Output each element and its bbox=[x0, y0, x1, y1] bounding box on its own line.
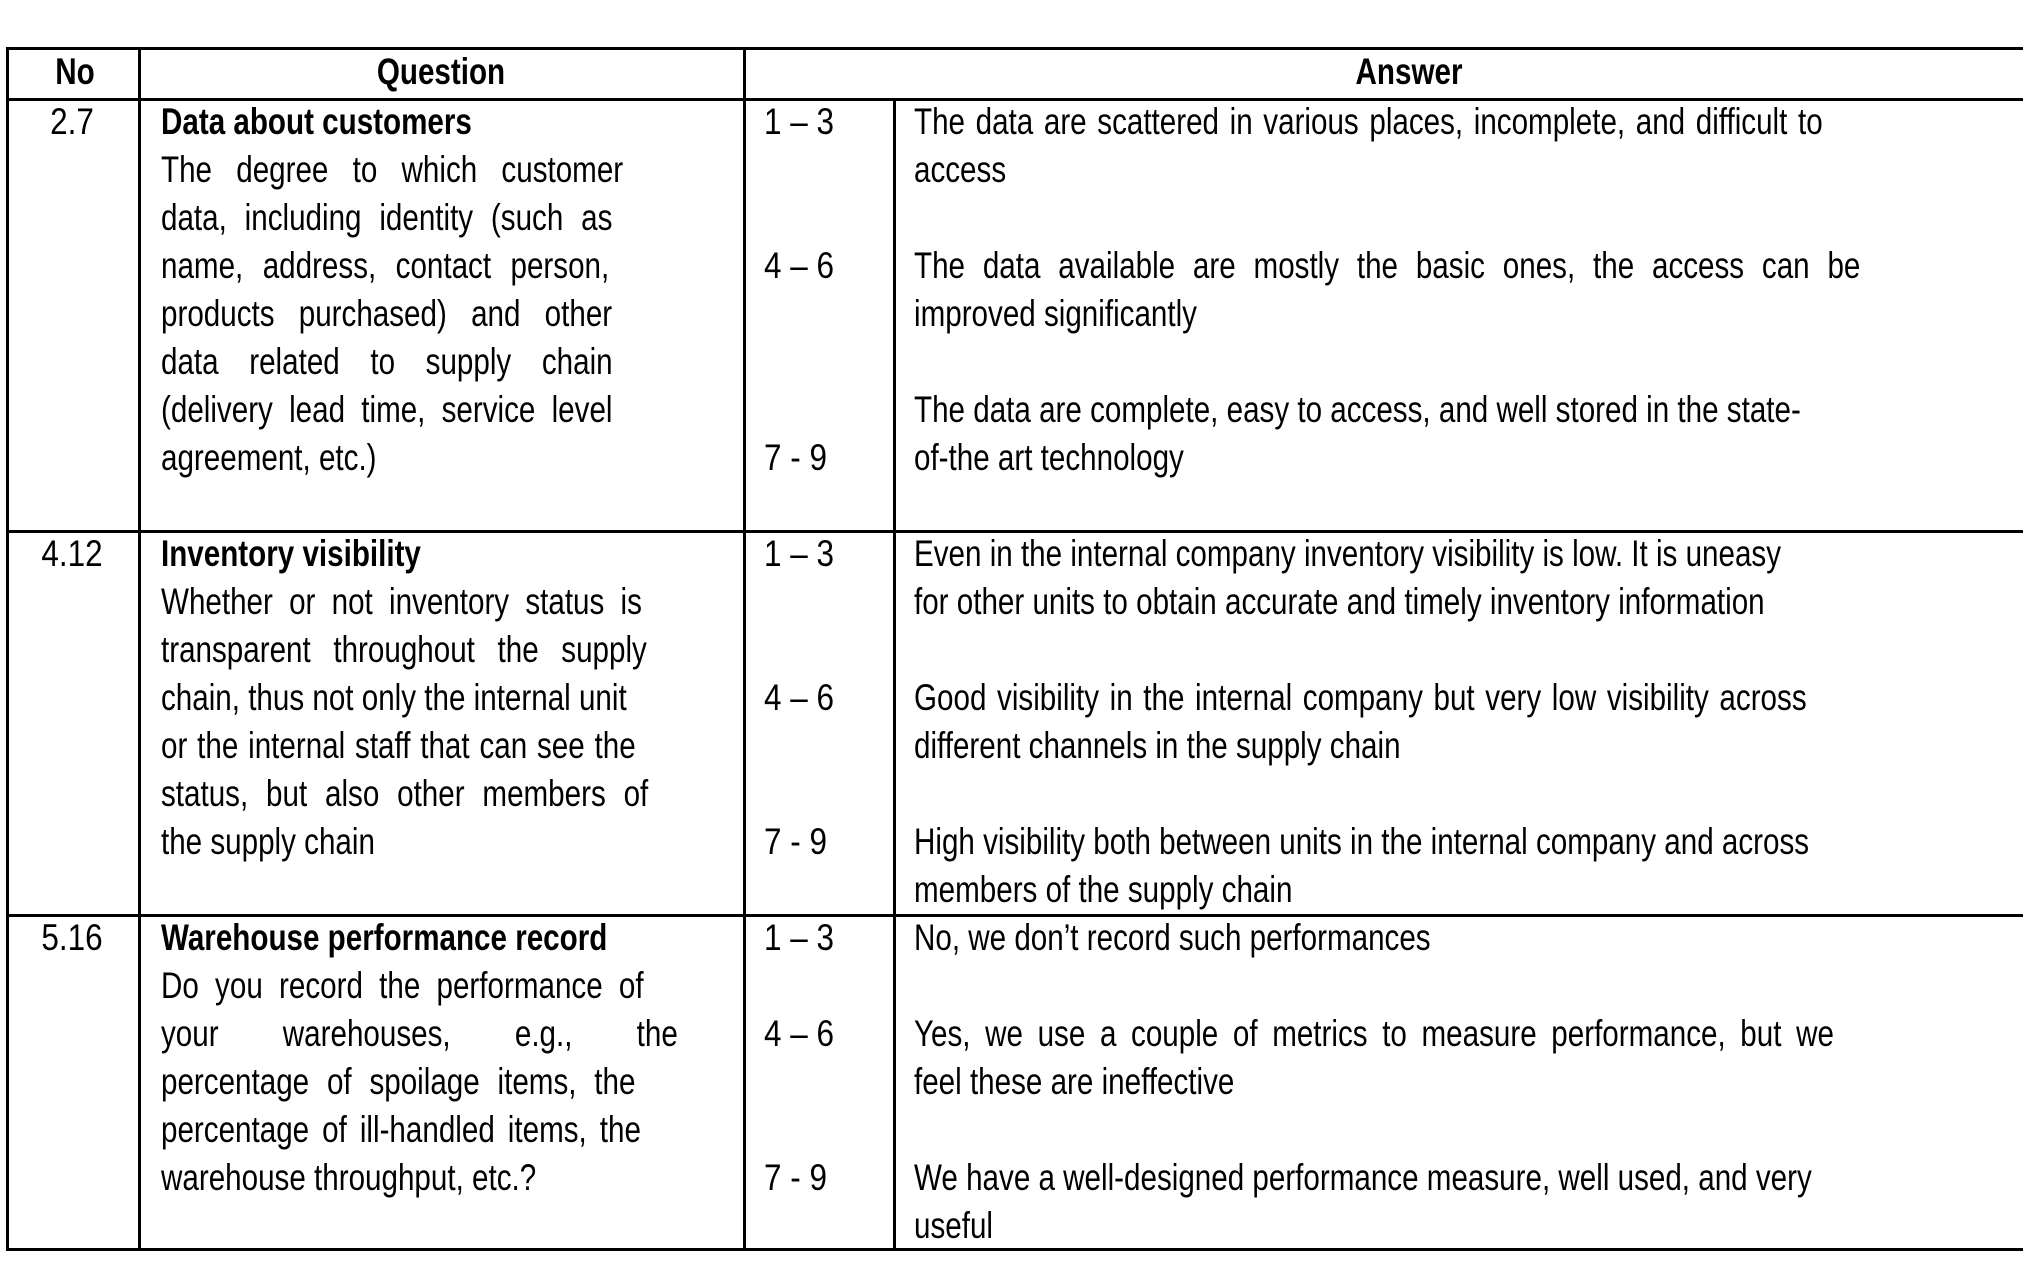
score-range: 4 – 6 bbox=[764, 1013, 834, 1054]
score-range: 4 – 6 bbox=[764, 677, 834, 718]
answer-text: We have a well-designed performance measure, well used, and very bbox=[914, 1157, 1812, 1198]
question-text: the supply chain bbox=[161, 821, 375, 862]
answer-text: The data are scattered in various places, incomplete, and difficult to bbox=[914, 101, 1823, 142]
answer-text: improved significantly bbox=[914, 293, 1197, 334]
header-answer: Answer bbox=[1355, 51, 1463, 92]
question-text: status, but also other members of bbox=[161, 773, 649, 814]
row-number: 4.12 bbox=[41, 533, 103, 574]
question-text: percentage of spoilage items, the bbox=[161, 1061, 636, 1102]
answer-text: feel these are ineffective bbox=[914, 1061, 1235, 1102]
question-text: products purchased) and other bbox=[161, 293, 613, 334]
question-text: transparent throughout the supply bbox=[161, 629, 647, 670]
question-title: Warehouse performance record bbox=[161, 917, 608, 958]
score-range: 1 – 3 bbox=[764, 101, 834, 142]
answer-text: different channels in the supply chain bbox=[914, 725, 1401, 766]
question-text: data, including identity (such as bbox=[161, 197, 613, 238]
question-text: chain, thus not only the internal unit bbox=[161, 677, 627, 718]
answer-text: for other units to obtain accurate and timely inventory information bbox=[914, 581, 1765, 622]
score-range: 7 - 9 bbox=[764, 1157, 827, 1198]
question-text: or the internal staff that can see the bbox=[161, 725, 636, 766]
question-text: warehouse throughput, etc.? bbox=[161, 1157, 537, 1198]
question-text: your warehouses, e.g., the bbox=[161, 1013, 678, 1054]
question-title: Data about customers bbox=[161, 101, 472, 142]
score-range: 1 – 3 bbox=[764, 917, 834, 958]
answer-text: High visibility both between units in the internal company and across bbox=[914, 821, 1810, 862]
answer-text: Good visibility in the internal company but very low visibility across bbox=[914, 677, 1807, 718]
answer-text: of-the art technology bbox=[914, 437, 1184, 478]
question-text: Do you record the performance of bbox=[161, 965, 644, 1006]
question-title: Inventory visibility bbox=[161, 533, 421, 574]
question-text: The degree to which customer bbox=[161, 149, 624, 190]
question-text: (delivery lead time, service level bbox=[161, 389, 613, 430]
row-number: 2.7 bbox=[50, 101, 94, 142]
answer-text: access bbox=[914, 149, 1007, 190]
question-text: agreement, etc.) bbox=[161, 437, 377, 478]
question-text: Whether or not inventory status is bbox=[161, 581, 642, 622]
column-divider bbox=[893, 100, 896, 1248]
score-range: 4 – 6 bbox=[764, 245, 834, 286]
score-range: 1 – 3 bbox=[764, 533, 834, 574]
answer-text: The data are complete, easy to access, and well stored in the state- bbox=[914, 389, 1801, 430]
answer-text: No, we don’t record such performances bbox=[914, 917, 1431, 958]
question-text: percentage of ill-handled items, the bbox=[161, 1109, 641, 1150]
answer-text: Even in the internal company inventory visibility is low. It is uneasy bbox=[914, 533, 1782, 574]
answer-text: Yes, we use a couple of metrics to measure performance, but we bbox=[914, 1013, 1834, 1054]
column-divider bbox=[743, 50, 746, 1248]
score-range: 7 - 9 bbox=[764, 821, 827, 862]
question-text: data related to supply chain bbox=[161, 341, 613, 382]
question-text: name, address, contact person, bbox=[161, 245, 610, 286]
header-question: Question bbox=[376, 51, 506, 92]
row-number: 5.16 bbox=[41, 917, 103, 958]
answer-text: useful bbox=[914, 1205, 993, 1246]
score-range: 7 - 9 bbox=[764, 437, 827, 478]
answer-text: members of the supply chain bbox=[914, 869, 1293, 910]
column-divider bbox=[138, 50, 141, 1248]
header-no: No bbox=[55, 51, 95, 92]
answer-text: The data available are mostly the basic ones, the access can be bbox=[914, 245, 1861, 286]
